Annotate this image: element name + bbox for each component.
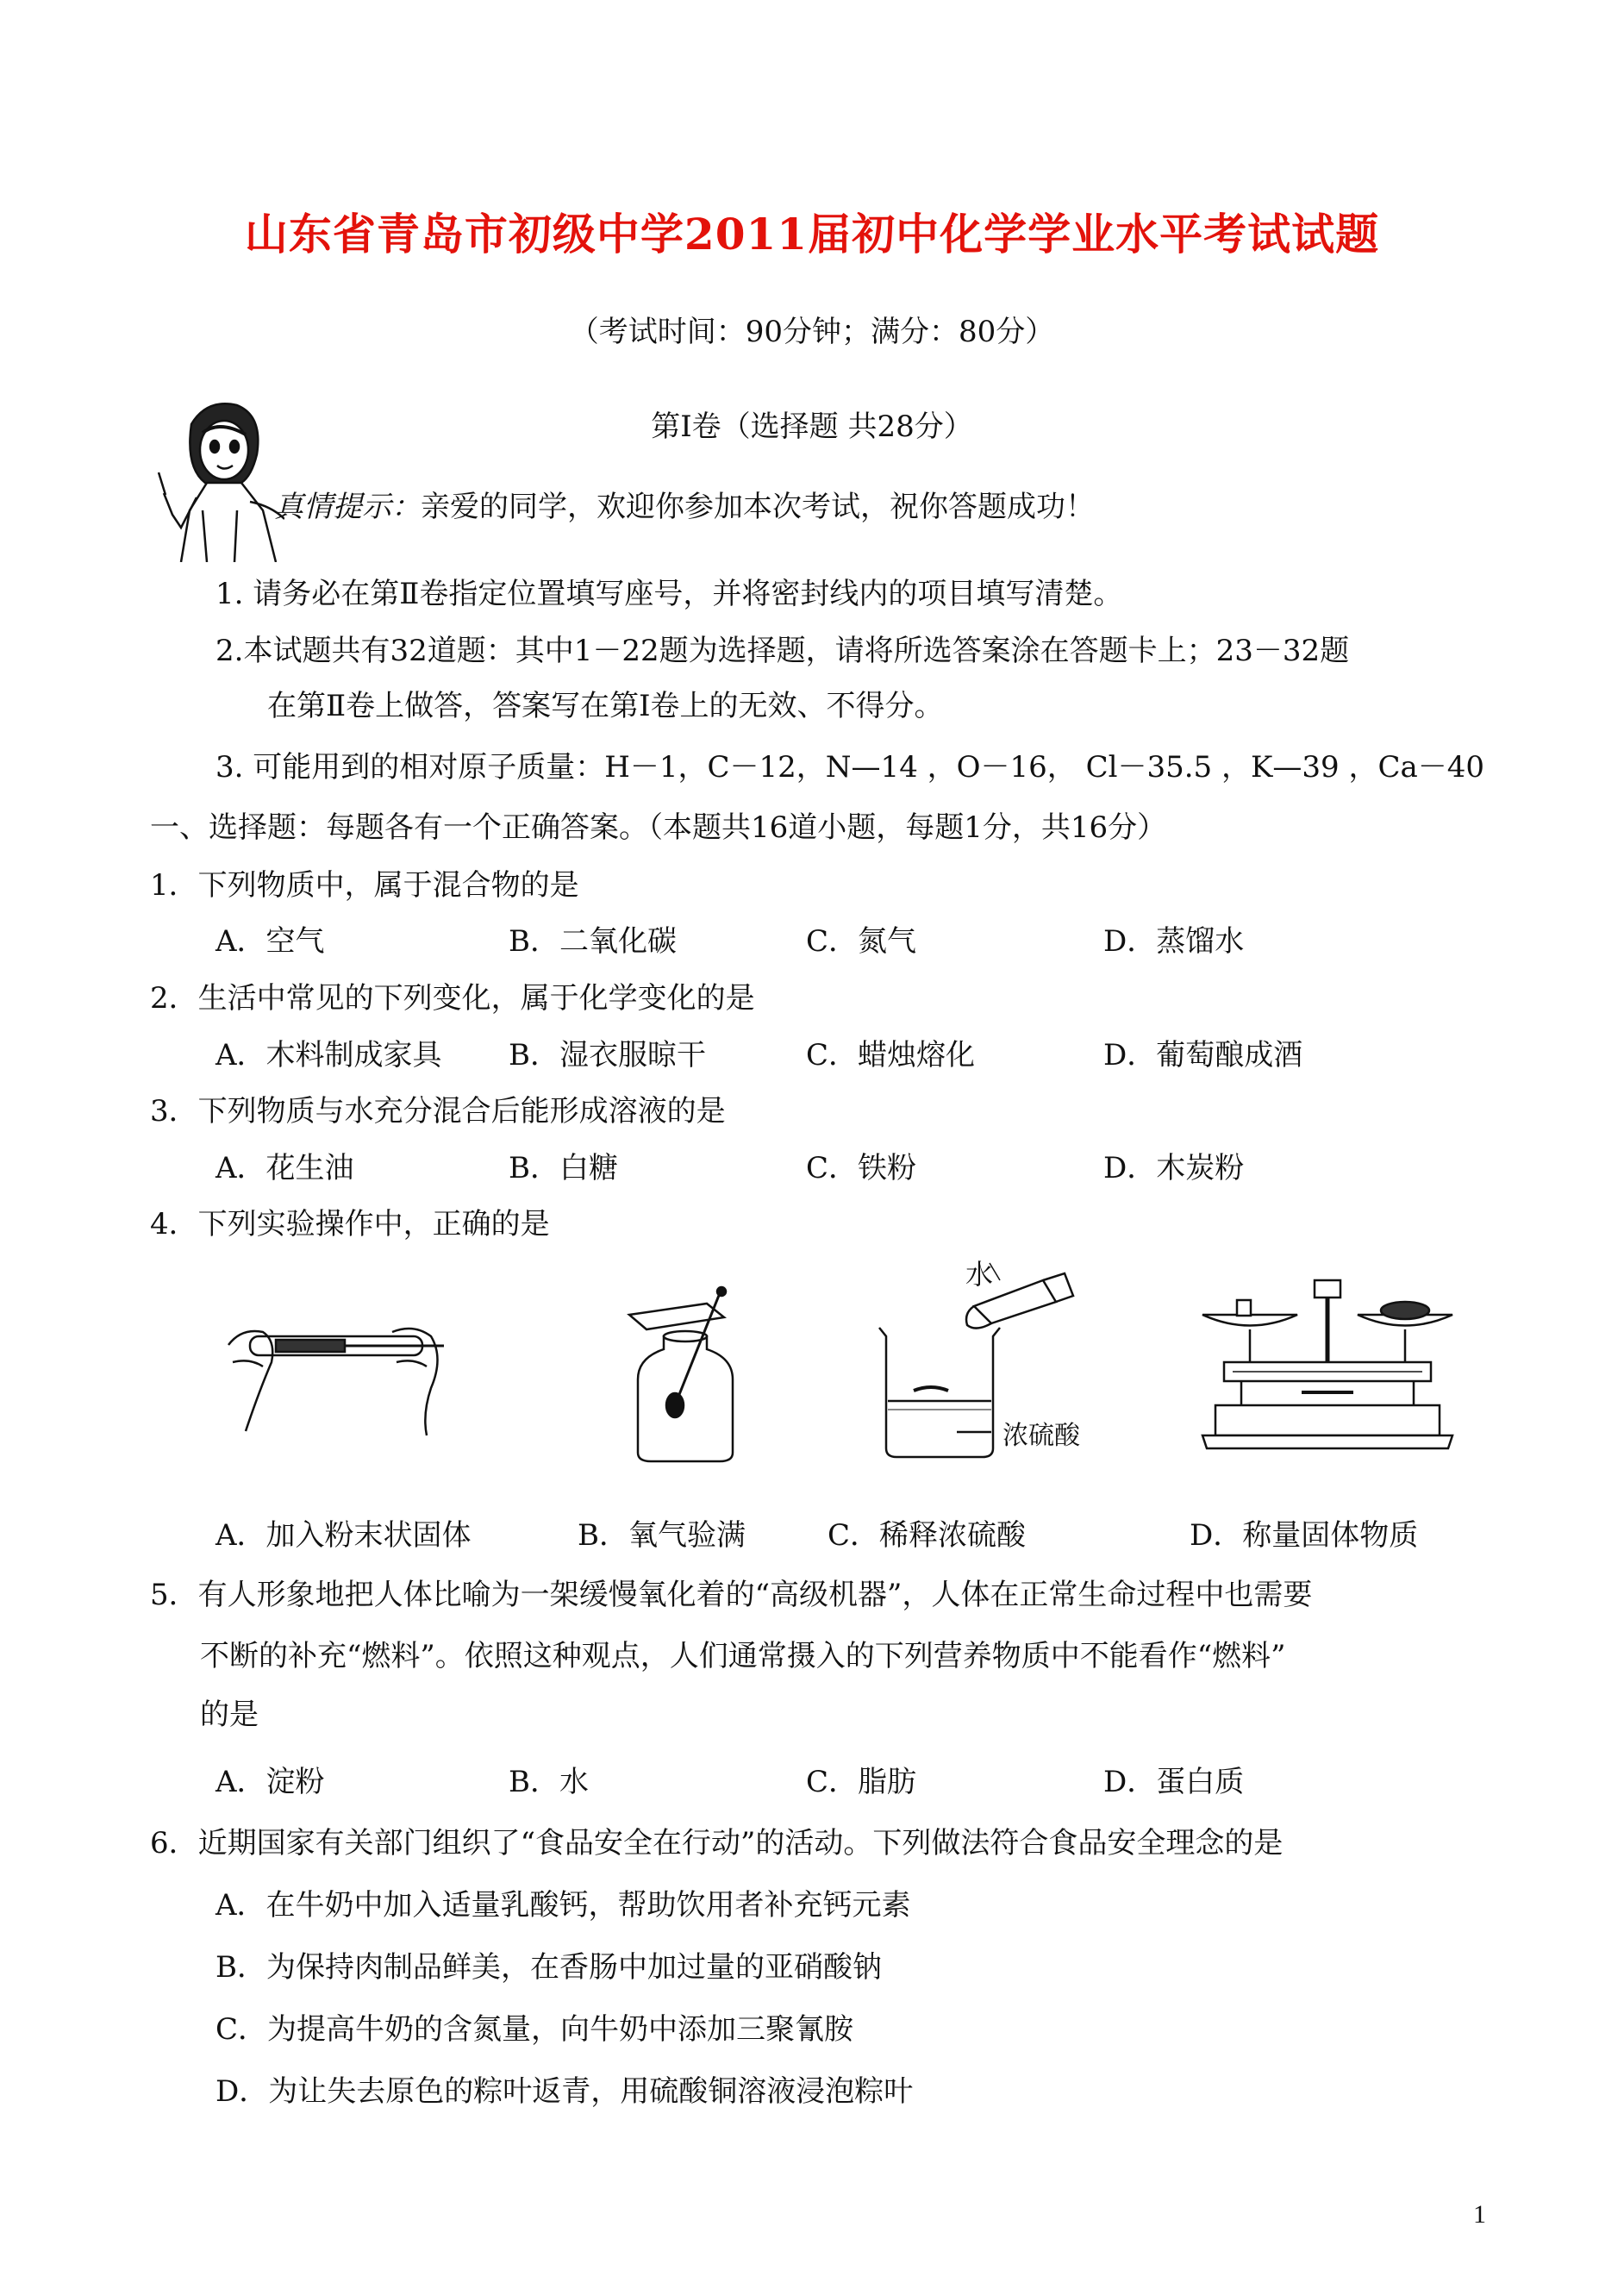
q3-option-b: B．白糖 (509, 1151, 618, 1185)
q1-option-b: B．二氧化碳 (509, 924, 677, 959)
instruction-3: 3. 可能用到的相对原子质量：H－1，C－12，N—14 ，O－16， Cl－35.5 ，K—39 ，Ca－40 (215, 750, 1484, 785)
q4-option-b: B．氧气验满 (578, 1518, 746, 1553)
q6-option-b: B．为保持肉制品鲜美，在香肠中加过量的亚硝酸钠 (215, 1950, 882, 1985)
question-4-stem: 4．下列实验操作中，正确的是 (150, 1207, 550, 1241)
q4-option-a: A．加入粉末状固体 (215, 1518, 472, 1553)
tip-label: 真情提示： (274, 490, 421, 524)
instruction-2-cont: 在第Ⅱ卷上做答，答案写在第Ⅰ卷上的无效、不得分。 (267, 689, 944, 723)
section-heading: 第Ⅰ卷（选择题 共28分） (651, 410, 973, 444)
q1-option-a: A．空气 (215, 924, 325, 959)
q5-option-d: D．蛋白质 (1103, 1765, 1245, 1799)
tip-text: 亲爱的同学，欢迎你参加本次考试，祝你答题成功！ (421, 490, 1095, 524)
test-tube-hands-figure (224, 1310, 457, 1440)
question-3-stem: 3．下列物质与水充分混合后能形成溶液的是 (150, 1094, 726, 1129)
q4-option-c: C．稀释浓硫酸 (828, 1518, 1027, 1553)
balance-scale-figure (1198, 1267, 1457, 1457)
q6-option-a: A．在牛奶中加入适量乳酸钙，帮助饮用者补充钙元素 (215, 1888, 911, 1923)
water-label: 水 (965, 1258, 994, 1291)
q6-option-d: D．为让失去原色的粽叶返青，用硫酸铜溶液浸泡粽叶 (215, 2074, 914, 2109)
question-5-stem-line-2: 不断的补充“燃料”。依照这种观点，人们通常摄入的下列营养物质中不能看作“燃料” (200, 1639, 1286, 1673)
oxygen-bottle-figure (625, 1285, 746, 1466)
q2-option-a: A．木料制成家具 (215, 1038, 442, 1072)
acid-label: 浓硫酸 (1003, 1421, 1080, 1451)
instruction-2: 2.本试题共有32道题：其中1－22题为选择题，请将所选答案涂在答题卡上；23－32题 (215, 634, 1350, 668)
exam-info: （考试时间：90分钟；满分：80分） (569, 315, 1055, 349)
q5-option-b: B．水 (509, 1765, 589, 1799)
cartoon-girl-icon (155, 390, 284, 562)
page-number: 1 (1473, 2200, 1486, 2229)
question-5-stem-line-3: 的是 (200, 1698, 259, 1732)
q5-option-a: A．淀粉 (215, 1765, 325, 1799)
q2-option-c: C．蜡烛熔化 (806, 1038, 976, 1072)
q5-option-c: C．脂肪 (806, 1765, 917, 1799)
part-one-heading: 一、选择题：每题各有一个正确答案。（本题共16道小题，每题1分，共16分） (150, 810, 1167, 845)
question-2-stem: 2．生活中常见的下列变化，属于化学变化的是 (150, 981, 755, 1016)
q6-option-c: C．为提高牛奶的含氮量，向牛奶中添加三聚氰胺 (215, 2012, 854, 2047)
q1-option-d: D．蒸馏水 (1103, 924, 1245, 959)
question-6-stem: 6．近期国家有关部门组织了“食品安全在行动”的活动。下列做法符合食品安全理念的是 (150, 1826, 1284, 1860)
q1-option-c: C．氮气 (806, 924, 917, 959)
dilute-acid-figure (871, 1254, 1121, 1470)
page-title: 山东省青岛市初级中学2011届初中化学学业水平考试试题 (244, 209, 1380, 260)
q3-option-a: A．花生油 (215, 1151, 354, 1185)
question-5-stem-line-1: 5．有人形象地把人体比喻为一架缓慢氧化着的“高级机器”，人体在正常生命过程中也需要 (150, 1578, 1313, 1612)
question-1-stem: 1．下列物质中，属于混合物的是 (150, 868, 579, 903)
tip-line (274, 483, 1095, 525)
q2-option-b: B．湿衣服晾干 (509, 1038, 706, 1072)
q3-option-d: D．木炭粉 (1103, 1151, 1245, 1185)
q3-option-c: C．铁粉 (806, 1151, 917, 1185)
q4-option-d: D．称量固体物质 (1190, 1518, 1419, 1553)
instruction-1: 1. 请务必在第Ⅱ卷指定位置填写座号，并将密封线内的项目填写清楚。 (215, 577, 1123, 611)
q2-option-d: D．葡萄酿成酒 (1103, 1038, 1303, 1072)
